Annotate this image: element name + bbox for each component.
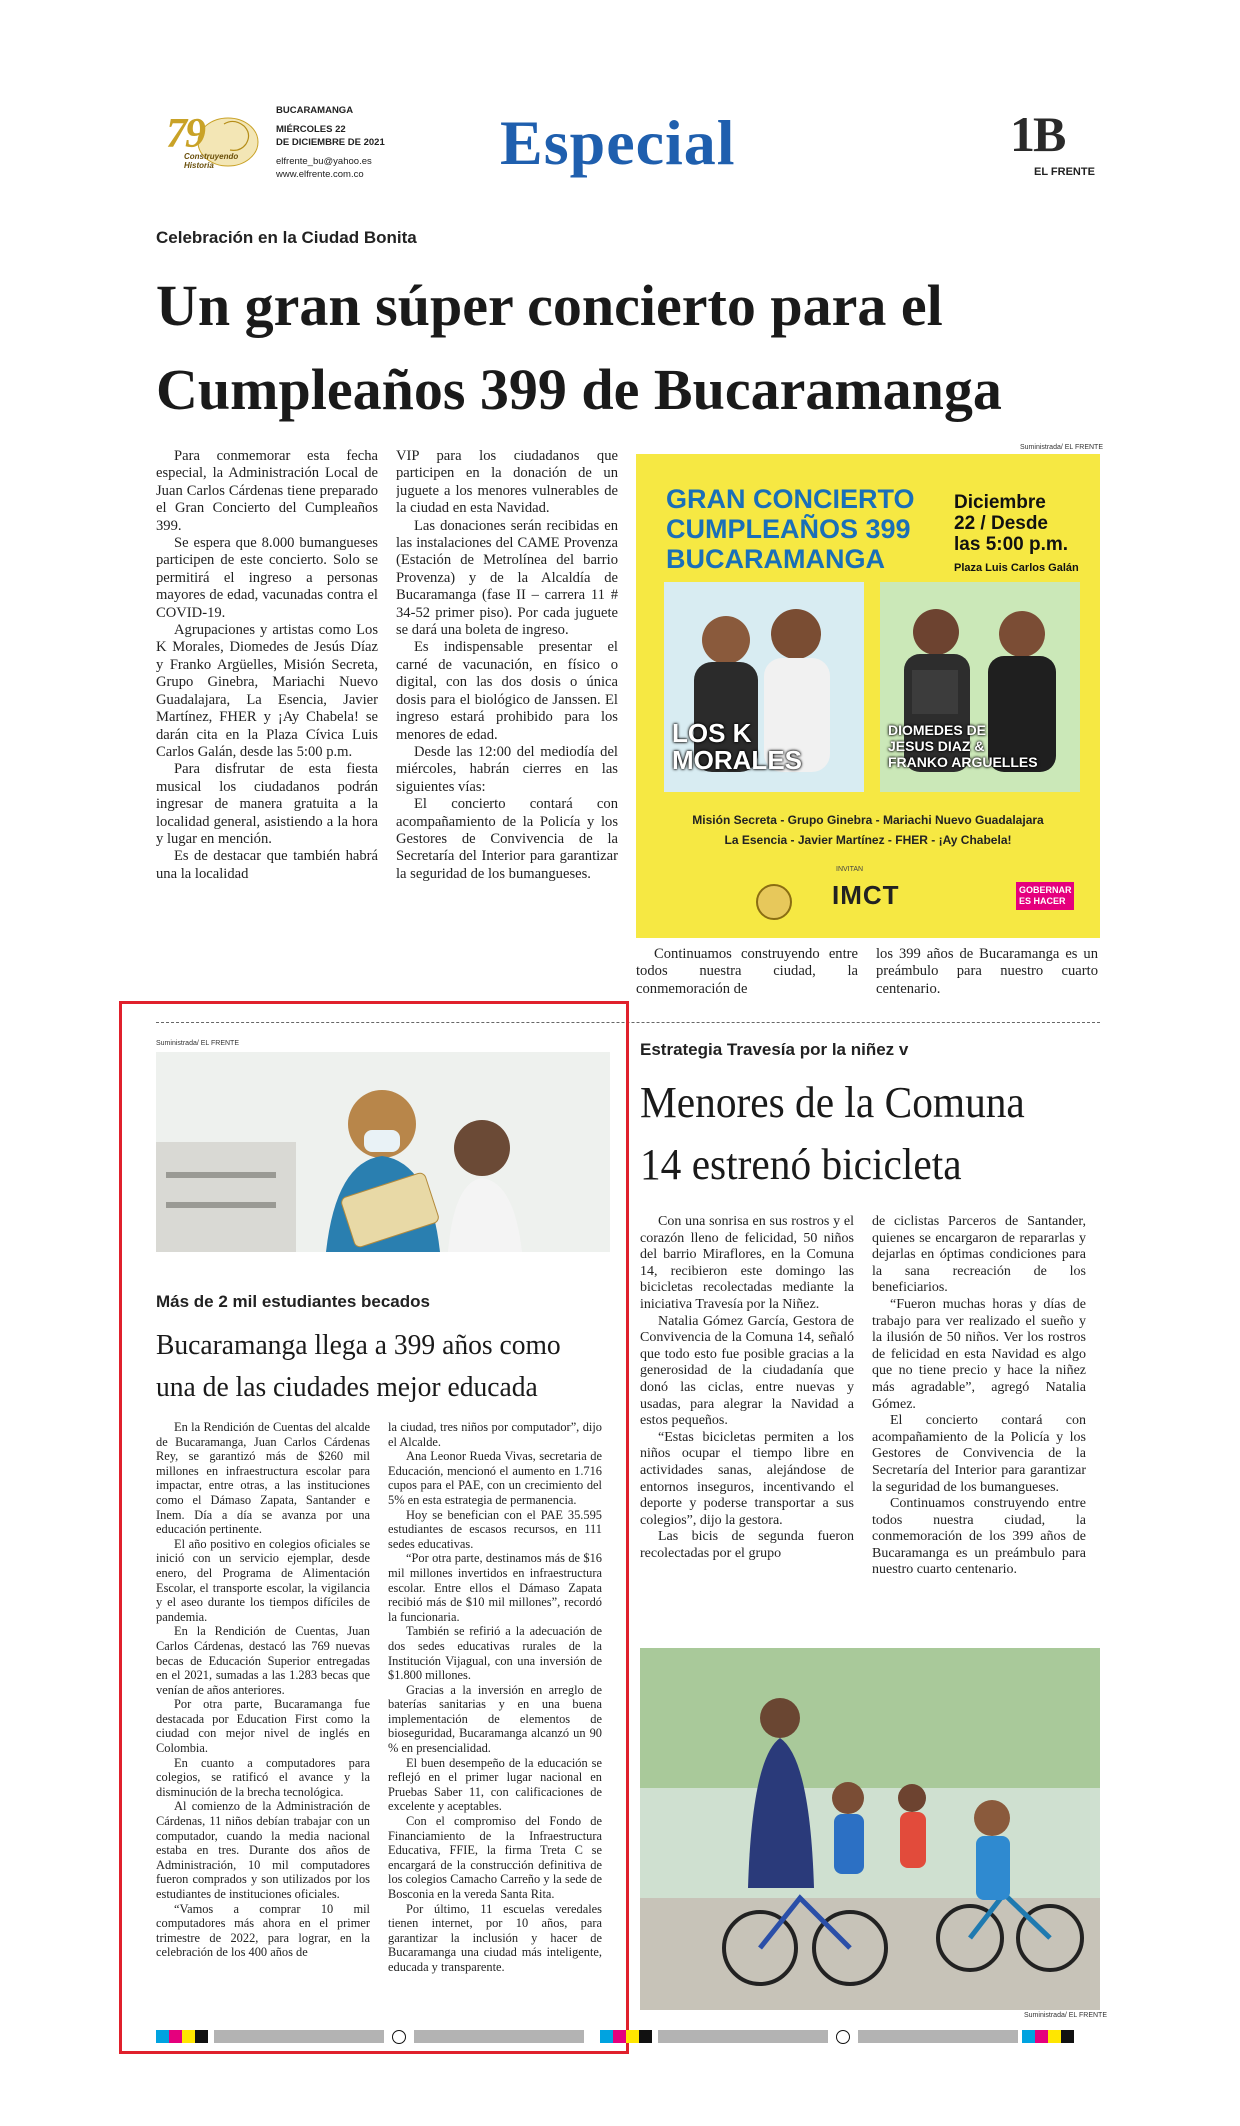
main-headline-line-1: Un gran súper concierto para el [156,273,943,338]
section-title: Especial [500,107,736,178]
bike-paragraph: Continuamos construyendo entre todos nuestra ciudad, la conmemoración de los 399 años de Bucaramanga es un preámbulo para nuestro cuarto centenario. [872,1496,1086,1578]
main-paragraph: Las donaciones serán recibidas en las instalaciones del CAME Provenza (Estación de Metrolínea del barrio Provenza) y de la Alcaldía de Bucaramanga (fase II – carrera 11 # 34-52 primer piso). Por cada juguete se dará una boleta de ingreso. [396,517,618,639]
bike-headline-line-1: Menores de la Comuna [640,1078,1025,1127]
education-paragraph: Ana Leonor Rueda Vivas, secretaria de Educación, mencionó el aumento en 1.716 cupos para el PAE, con un crecimiento del 5% en esta estrategia de permanencia. [388,1449,602,1507]
education-photo [156,1052,610,1252]
bike-photo-image [640,1648,1100,2010]
bike-photo [640,1648,1100,2010]
alcaldia-seal-icon [756,884,792,920]
bike-paragraph: Natalia Gómez García, Gestora de Convivencia de la Comuna 14, señaló que todo esto fue posible gracias a la generosidad de la ciudadanía que donó las ciclas, entre nuevas y usadas, para alegrar la Navidad a estos pequeños. [640,1313,854,1429]
anniversary-logo [166,112,262,174]
artist-1-name-line-2: MORALES [672,745,802,775]
education-photo-image [156,1052,610,1252]
gray-bar [858,2030,1018,2043]
masthead-date-1: MIÉRCOLES 22 [276,124,346,135]
main-story-column-4: los 399 años de Bucaramanga es un preámbulo para nuestro cuarto centenario. [876,946,1098,997]
poster-venue: Plaza Luis Carlos Galán [954,562,1079,574]
education-column-2 [388,1420,602,2032]
main-paragraph: Para disfrutar de esta fiesta musical los ciudadanos podrán ingresar de manera gratuita a la localidad general, asistiendo a la hora y lugar en mención. [156,761,378,847]
main-paragraph: VIP para los ciudadanos que participen en la donación de un juguete a los menores vulnerables de la ciudad en esta Navidad. [396,448,618,517]
education-column-1 [156,1420,370,2020]
artist-1-name [672,720,802,774]
gray-bar [414,2030,584,2043]
education-headline [156,1324,593,1408]
main-story-column-1 [156,448,378,988]
education-paragraph: En la Rendición de Cuentas, Juan Carlos Cárdenas, destacó las 769 nuevas becas de Educación Superior entregadas en el 2021, sumadas a las 1.283 becas que venían de años anteriores. [156,1624,370,1697]
poster-lineup [636,810,1100,850]
black-swatch [639,2030,652,2043]
education-paragraph: El buen desempeño de la educación se reflejó en el primer lugar nacional en Pruebas Saber 11, con calificaciones de excelente y aceptables. [388,1755,602,1814]
bike-column-2 [872,1214,1086,1634]
magenta-swatch [1035,2030,1048,2043]
poster-date-line-3: las 5:00 p.m. [954,534,1069,555]
artist-2-name-line-2: JESUS DIAZ & [888,738,985,754]
gray-bar [214,2030,384,2043]
yellow-swatch [626,2030,639,2043]
education-photo-credit: Suministrada/ EL FRENTE [156,1040,239,1047]
page-number: 1B [1010,106,1065,162]
black-swatch [1061,2030,1074,2043]
education-paragraph: Al comienzo de la Administración de Cárdenas, 11 niños debían trabajar con un computador, cuando la media nacional estaba en tres. Durante dos años de Administración, 10 mil computadores fueron comprados y son utilizados por los estudiantes de instituciones oficiales. [156,1799,370,1901]
main-paragraph: Es de destacar que también habrá una la localidad [156,848,378,882]
magenta-swatch [169,2030,182,2043]
main-headline [156,264,1106,432]
masthead-email[interactable]: elfrente_bu@yahoo.es [276,156,372,167]
yellow-swatch [1048,2030,1061,2043]
cyan-swatch [156,2030,169,2043]
masthead [0,0,1240,200]
bike-headline [640,1072,1082,1196]
registration-mark-icon [836,2030,850,2044]
bike-kicker: Estrategia Travesía por la niñez v [640,1040,909,1059]
yellow-swatch [182,2030,195,2043]
bike-paragraph: Las bicis de segunda fueron recolectadas por el grupo [640,1529,854,1561]
masthead-web[interactable]: www.elfrente.com.co [276,169,364,180]
cyan-swatch [1022,2030,1035,2043]
main-paragraph: El concierto contará con acompañamiento de la Policía y los Gestores de Convivencia de la Secretaría del Interior para garantizar la seguridad de los bumangueses. [396,796,618,882]
paper-name: EL FRENTE [1034,166,1095,178]
bike-photo-credit: Suministrada/ EL FRENTE [1024,2012,1107,2019]
main-paragraph: Es indispensable presentar el carné de vacunación, en físico o digital, con las dos dosis o única dosis para el biológico de Janssen. El ingreso estará prohibido para los menores de edad. [396,639,618,743]
main-paragraph: Agrupaciones y artistas como Los K Morales, Diomedes de Jesús Díaz y Franko Argüelles, Misión Secreta, Grupo Ginebra, Mariachi Nuevo Guadalajara, La Esencia, Javier Martínez, FHER y ¡Ay Chabela! se darán cita en la Plaza Cívica Luis Carlos Galán, desde las 5:00 p.m. [156,622,378,760]
logo-tagline: Construyendo Historia [184,152,239,170]
bike-paragraph: El concierto contará con acompañamiento de la Policía y los Gestores de Convivencia de la Secretaría del Interior para garantizar la seguridad de los bumangueses. [872,1413,1086,1495]
print-registration-bar-left [156,2030,610,2043]
bike-paragraph: “Estas bicicletas permiten a los niños ocupar el tiempo libre en actividades sanas, alejándose de entornos inseguros, incentivando el deporte y poderse transportar a sus colegios”, dijo la gestora. [640,1429,854,1528]
masthead-info [276,104,385,181]
poster-lineup-line-1: Misión Secreta - Grupo Ginebra - Mariachi Nuevo Guadalajara [692,813,1044,827]
main-paragraph: Para conmemorar esta fecha especial, la Administración Local de Juan Carlos Cárdenas tiene preparado el Gran Concierto del Cumpleaños 399. [156,448,378,534]
education-headline-line-2: una de las ciudades mejor educada [156,1371,538,1403]
education-paragraph: Con el compromiso del Fondo de Financiamiento de la Infraestructura Educativa, FFIE, la firma Treta C se encargará de la construcción definitiva de los colegios Camacho Carreño y la sede de Bosconia en la vereda Santa Rita. [388,1814,602,1901]
logo-number: 79 [166,111,204,157]
bike-paragraph: Con una sonrisa en sus rostros y el corazón lleno de felicidad, 50 niños del barrio Miraflores, en la Comuna 14, recibieron este domingo las bicicletas recolectadas mediante la iniciativa Travesía por la Niñez. [640,1214,854,1312]
poster-date [954,492,1068,555]
artist-2-name-line-1: DIOMEDES DE [888,722,987,738]
main-story-column-3: Continuamos construyendo entre todos nuestra ciudad, la conmemoración de [636,946,858,997]
education-headline-line-1: Bucaramanga llega a 399 años como [156,1329,561,1361]
masthead-city: BUCARAMANGA [276,105,354,116]
poster-date-line-2: 22 / Desde [954,513,1048,534]
main-paragraph: Se espera que 8.000 bumangueses participen de este concierto. Solo se permitirá el ingreso a personas mayores de edad, vacunadas contra el COVID-19. [156,535,378,621]
magenta-swatch [613,2030,626,2043]
education-paragraph: Por otra parte, Bucaramanga fue destacada por Education First como la ciudad con mejor nivel de inglés en Colombia. [156,1697,370,1756]
poster-title [666,484,915,574]
poster-credit: Suministrada/ EL FRENTE [1020,444,1103,451]
education-paragraph: la ciudad, tres niños por computador”, dijo el Alcalde. [388,1420,602,1449]
bike-column-1 [640,1214,854,1634]
education-paragraph: Gracias a la inversión en arreglo de baterías sanitarias y en una buena implementación de elementos de bioseguridad, Bucaramanga alcanzó un 90 % en presencialidad. [388,1682,602,1756]
bike-paragraph: “Fueron muchas horas y días de trabajo para ver realizado el sueño y la ilusión de 50 niños. Ver los rostros de felicidad en esta Navidad es algo que no tiene precio y hace la niñez más agradable”, agregó Natalia Gómez. [872,1296,1086,1412]
masthead-date-2: DE DICIEMBRE DE 2021 [276,137,385,148]
poster-lineup-line-2: La Esencia - Javier Martínez - FHER - ¡Ay Chabela! [724,833,1012,847]
education-kicker: Más de 2 mil estudiantes becados [156,1292,430,1311]
main-paragraph: Desde las 12:00 del mediodía del miércoles, habrán cierres en las siguientes vías: [396,743,618,795]
poster-gobernar-logo: GOBERNAR ES HACER [1016,882,1074,910]
education-paragraph: En la Rendición de Cuentas del alcalde de Bucaramanga, Juan Carlos Cárdenas Rey, se garantizó más de $260 mil millones en infraestructura escolar para impactar, entre otras, a las instituciones como el Dámaso Zapata, Santander e Inem. Día a día se avanza por una educación pertinente. [156,1420,370,1537]
main-headline-line-2: Cumpleaños 399 de Bucaramanga [156,357,1002,422]
poster-title-line-1: GRAN CONCIERTO [666,484,915,514]
bike-headline-line-2: 14 estrenó bicicleta [640,1140,962,1189]
artist-panel-diomedes [880,582,1080,792]
black-swatch [195,2030,208,2043]
gray-bar [658,2030,828,2043]
artist-2-name [888,722,1038,770]
artist-1-name-line-1: LOS K [672,718,752,748]
poster-title-line-2: CUMPLEAÑOS 399 [666,514,911,544]
concert-poster [636,454,1100,938]
cyan-swatch [600,2030,613,2043]
poster-title-line-3: BUCARAMANGA [666,544,885,574]
artist-2-name-line-3: FRANKO ARGUELLES [888,754,1038,770]
education-paragraph: El año positivo en colegios oficiales se inició con un servicio ejemplar, desde enero, del Programa de Alimentación Escolar, el transporte escolar, la vigilancia y el aseo durante los tiempos difíciles de pandemia. [156,1536,370,1624]
print-registration-bar-right [600,2030,1100,2043]
education-paragraph: En cuanto a computadores para colegios, se ratificó el avance y la disminución de la brecha tecnológica. [156,1755,370,1799]
registration-mark-icon [392,2030,406,2044]
education-paragraph: Hoy se benefician con el PAE 35.595 estudiantes de escasos recursos, en 111 sedes educativas. [388,1507,602,1551]
education-paragraph: “Vamos a comprar 10 mil computadores más ahora en el primer trimestre de 2022, para lograr, en la celebración de los 400 años de [156,1901,370,1960]
education-paragraph: Por último, 11 escuelas veredales tienen internet, por 10 años, para garantizar la inclusión y hacer de Bucaramanga una ciudad más inteligente, educada y transparente. [388,1901,602,1974]
education-paragraph: “Por otra parte, destinamos más de $16 mil millones invertidos en infraestructura escolar. Entre ellos el Dámaso Zapata recibió más de $10 mil millones”, recordó la funcionaria. [388,1551,602,1624]
artist-panel-los-k-morales [664,582,864,792]
poster-imct-logo: IMCT [832,880,900,910]
education-paragraph: También se refirió a la adecuación de dos sedes educativas rurales de la Institución Vijagual, con una inversión de $1.800 millones. [388,1624,602,1683]
bike-paragraph: de ciclistas Parceros de Santander, quienes se encargaron de repararlas y dejarlas en óptimas condiciones para la sana recreación de los beneficiarios. [872,1214,1086,1296]
main-kicker: Celebración en la Ciudad Bonita [156,228,417,247]
poster-invita: INVITAN [836,866,864,873]
poster-date-line-1: Diciembre [954,492,1046,513]
main-story-column-2 [396,448,618,996]
